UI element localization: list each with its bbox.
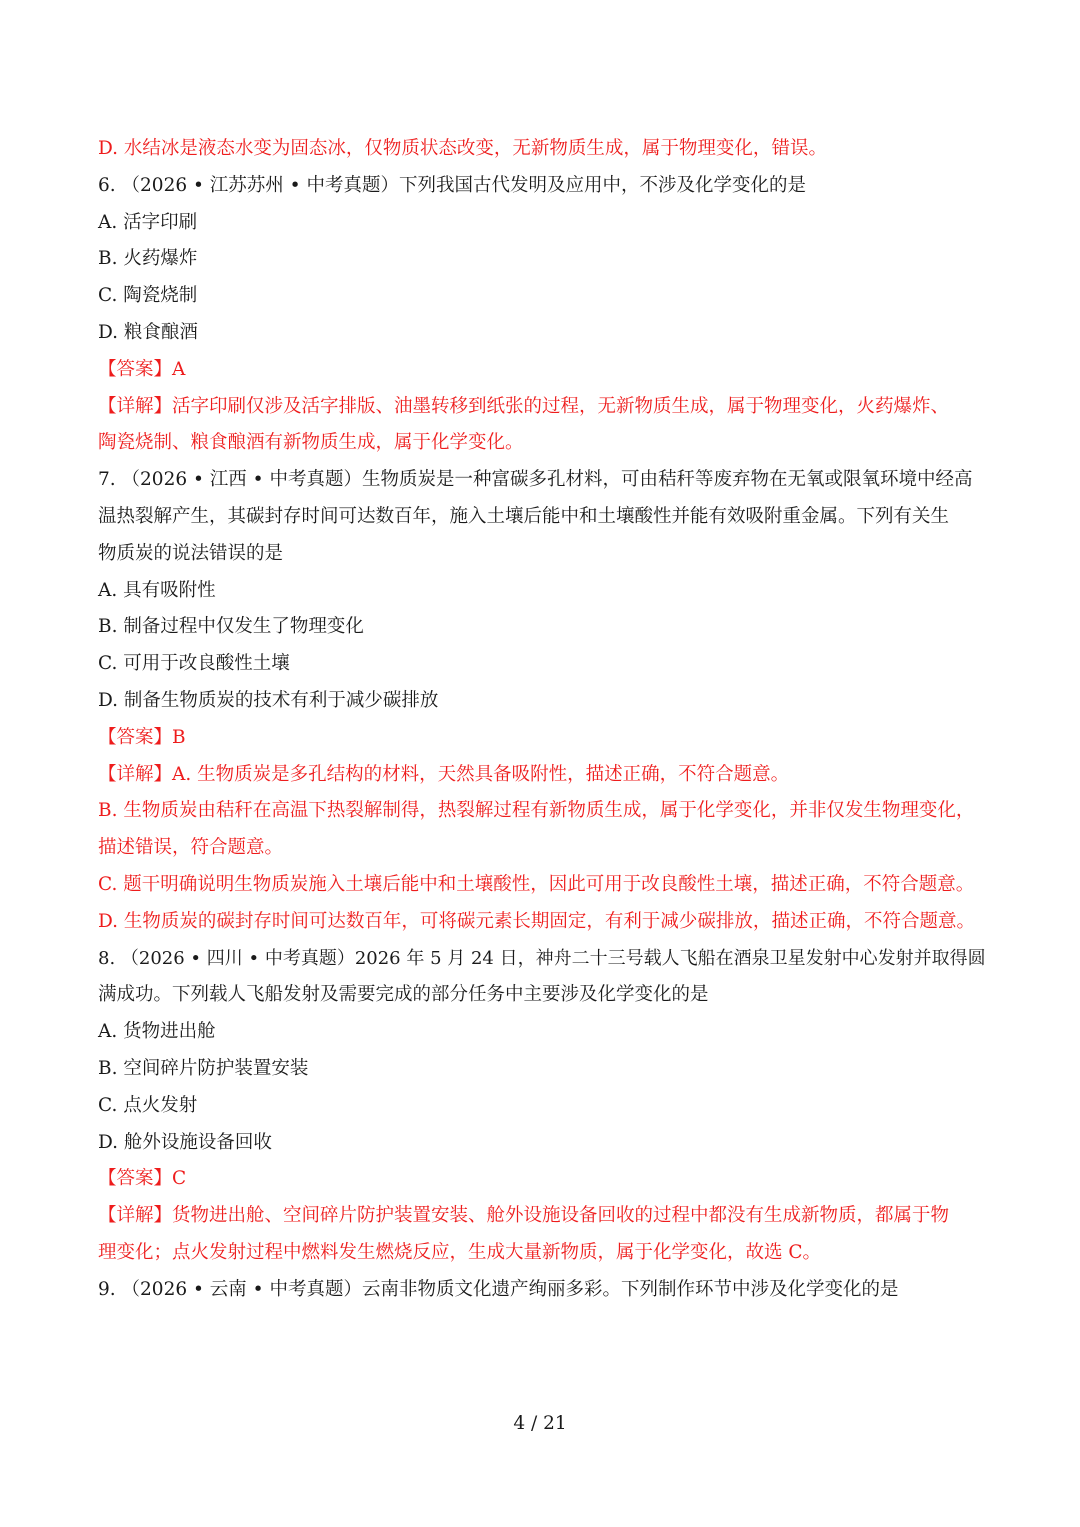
explanation-line: 【详解】货物进出舱、空间碎片防护装置安装、舱外设施设备回收的过程中都没有生成新物质，都属于物 xyxy=(98,1205,950,1227)
option-b: B. 制备过程中仅发生了物理变化 xyxy=(98,616,364,638)
answer-label: 【答案】C xyxy=(98,1168,187,1190)
option-c: C. 可用于改良酸性土壤 xyxy=(98,653,290,675)
option-a: A. 具有吸附性 xyxy=(98,579,216,601)
option-b: B. 火药爆炸 xyxy=(98,248,198,270)
answer-label: 【答案】A xyxy=(98,358,186,380)
question-stem: 9. （2026 • 云南 • 中考真题）云南非物质文化遗产绚丽多彩。下列制作环节中涉及化学变化的是 xyxy=(98,1278,899,1300)
explanation-line: 描述错误，符合题意。 xyxy=(98,837,284,859)
option-b: B. 空间碎片防护装置安装 xyxy=(98,1057,309,1079)
answer-label: 【答案】B xyxy=(98,726,186,748)
question-stem: 温热裂解产生，其碳封存时间可达数百年，施入土壤后能中和土壤酸性并能有效吸附重金属。下列有关生 xyxy=(98,505,950,527)
option-c: C. 点火发射 xyxy=(98,1094,198,1116)
question-stem: 物质炭的说法错误的是 xyxy=(98,542,284,564)
explanation-line: B. 生物质炭由秸秆在高温下热裂解制得，热裂解过程有新物质生成，属于化学变化，并非仅发生物理变化， xyxy=(98,800,975,822)
option-c: C. 陶瓷烧制 xyxy=(98,285,198,307)
question-stem: 8. （2026 • 四川 • 中考真题）2026 年 5 月 24 日，神舟二十三号载人飞船在酒泉卫星发射中心发射并取得圆 xyxy=(98,947,986,969)
option-a: A. 货物进出舱 xyxy=(98,1021,216,1043)
explanation-line: D. 水结冰是液态水变为固态冰，仅物质状态改变，无新物质生成，属于物理变化，错误。 xyxy=(98,138,827,159)
page-content xyxy=(98,131,988,1309)
option-d: D. 舱外设施设备回收 xyxy=(98,1131,272,1153)
explanation-line: 【详解】活字印刷仅涉及活字排版、油墨转移到纸张的过程，无新物质生成，属于物理变化，火药爆炸、 xyxy=(98,395,950,417)
explanation-line: 【详解】A. 生物质炭是多孔结构的材料，天然具备吸附性，描述正确，不符合题意。 xyxy=(98,763,790,785)
option-d: D. 制备生物质炭的技术有利于减少碳排放 xyxy=(98,689,439,711)
question-stem: 满成功。下列载人飞船发射及需要完成的部分任务中主要涉及化学变化的是 xyxy=(98,984,709,1006)
option-a: A. 活字印刷 xyxy=(98,211,198,233)
question-stem: 7. （2026 • 江西 • 中考真题）生物质炭是一种富碳多孔材料，可由秸秆等废弃物在无氧或限氧环境中经高 xyxy=(98,469,973,491)
option-d: D. 粮食酿酒 xyxy=(98,321,198,343)
explanation-line: 理变化；点火发射过程中燃料发生燃烧反应，生成大量新物质，属于化学变化，故选 C。 xyxy=(98,1241,822,1263)
page-number: 4 / 21 xyxy=(513,1413,567,1434)
explanation-line: C. 题干明确说明生物质炭施入土壤后能中和土壤酸性，因此可用于改良酸性土壤，描述正确，不符合题意。 xyxy=(98,873,975,895)
explanation-line: 陶瓷烧制、粮食酿酒有新物质生成，属于化学变化。 xyxy=(98,432,524,454)
question-stem: 6. （2026 • 江苏苏州 • 中考真题）下列我国古代发明及应用中，不涉及化学变化的是 xyxy=(98,174,806,196)
explanation-line: D. 生物质炭的碳封存时间可达数百年，可将碳元素长期固定，有利于减少碳排放，描述正确，不符合题意。 xyxy=(98,910,975,932)
